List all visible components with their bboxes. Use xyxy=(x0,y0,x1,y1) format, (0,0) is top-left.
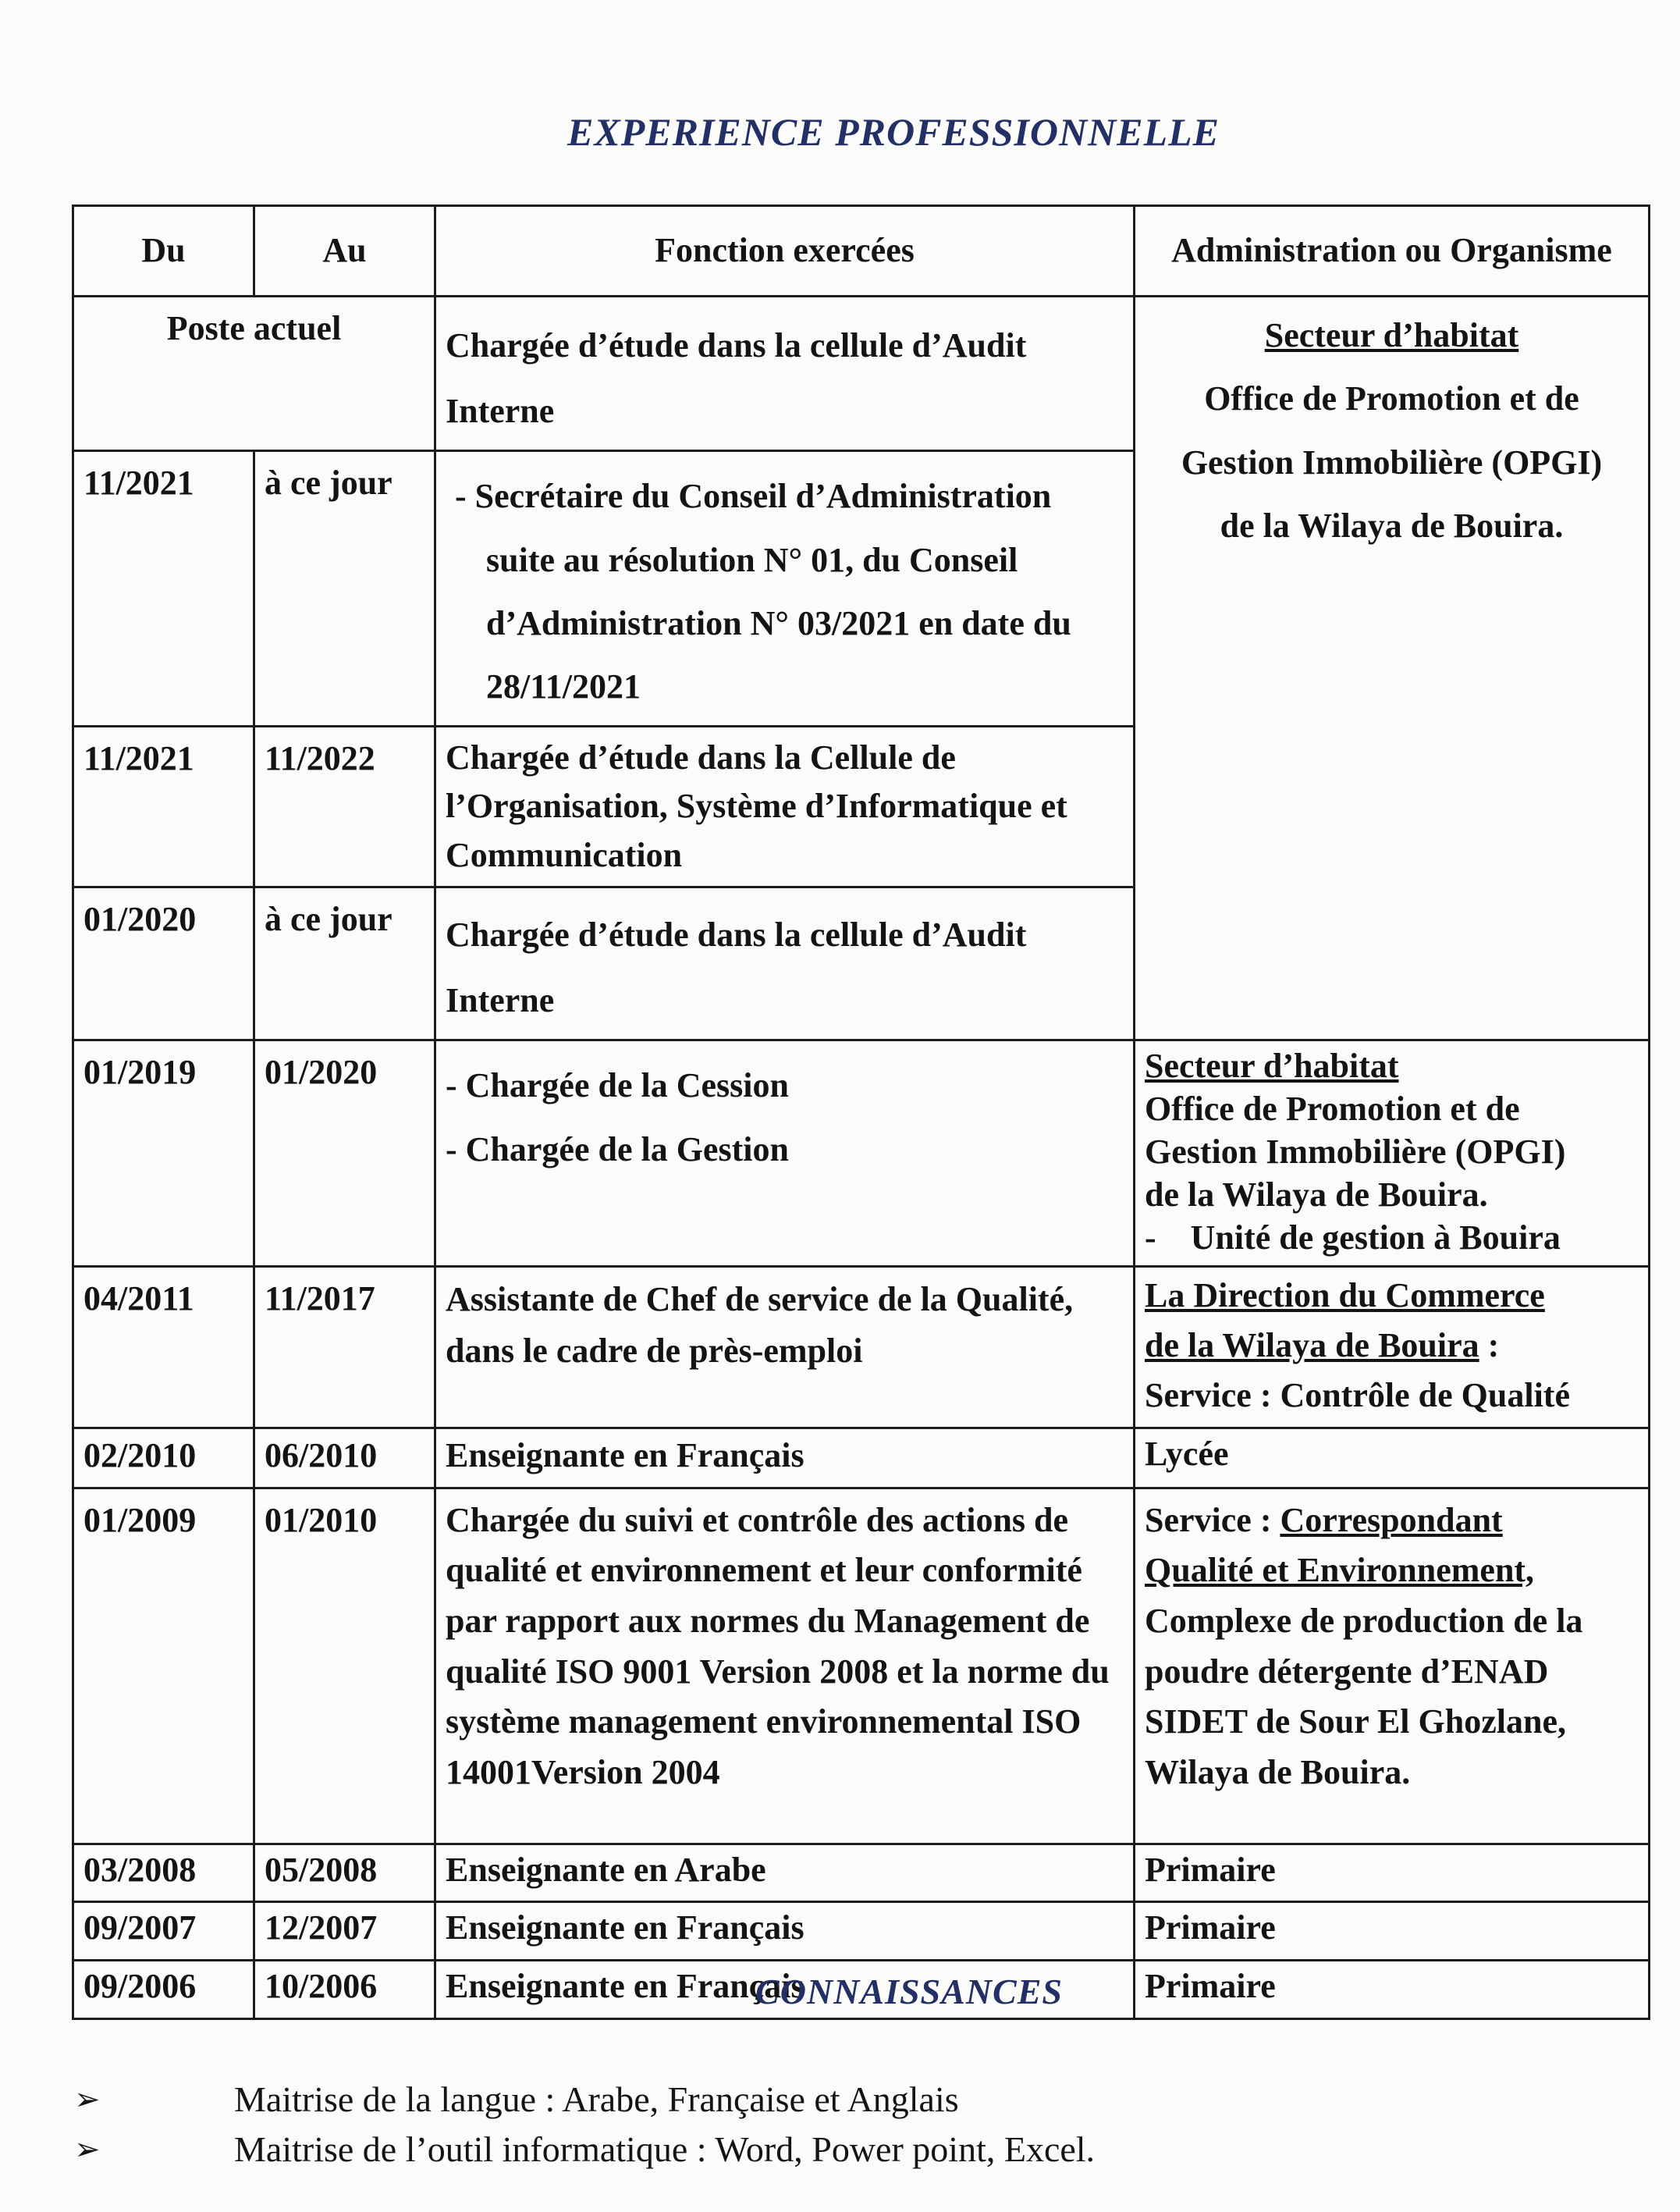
admin-opgi-cell xyxy=(1135,297,1650,1040)
row5-au: 11/2017 xyxy=(254,1267,435,1428)
header-du: Du xyxy=(73,206,254,297)
header-au: Au xyxy=(254,206,435,297)
row4-fonction-1: - Chargée de la Cession xyxy=(446,1066,789,1105)
row4-du: 01/2019 xyxy=(73,1040,254,1267)
row4-fonction-2: - Chargée de la Gestion xyxy=(446,1129,789,1168)
row4-admin-secteur: Secteur d’habitat xyxy=(1145,1047,1399,1086)
table-row-poste-actuel xyxy=(73,297,1650,451)
row5-admin-colon: : xyxy=(1479,1326,1500,1365)
admin-opgi-secteur: Secteur d’habitat xyxy=(1264,316,1519,354)
row6-fonction: Enseignante en Français xyxy=(435,1428,1135,1488)
knowledge-list xyxy=(74,2074,1095,2174)
row10-fonction: Enseignante en Français xyxy=(435,1961,1135,2019)
row8-admin: Primaire xyxy=(1135,1844,1650,1902)
row5-du: 04/2011 xyxy=(73,1267,254,1428)
arrow-bullet-icon: ➢ xyxy=(74,2081,101,2117)
row7-fonction: Chargée du suivi et contrôle des actions de qualité et environnement et leur conformité par rapport aux normes du Management de qualité ISO 9001 Version 2008 et la norme du système management environnemental ISO 14001Version 2004 xyxy=(435,1488,1135,1844)
row9-du: 09/2007 xyxy=(73,1902,254,1961)
row8-au: 05/2008 xyxy=(254,1844,435,1902)
table-row xyxy=(73,1488,1650,1844)
table-row xyxy=(73,1040,1650,1267)
poste-actuel-label: Poste actuel xyxy=(73,297,435,451)
row2-au: 11/2022 xyxy=(254,726,435,887)
row8-du: 03/2008 xyxy=(73,1844,254,1902)
row7-admin xyxy=(1135,1488,1650,1844)
experience-table xyxy=(72,204,1650,2020)
table-row xyxy=(73,1902,1650,1961)
row5-admin-direction-2: de la Wilaya de Bouira xyxy=(1145,1326,1479,1365)
row7-admin-service-name-1: Correspondant xyxy=(1280,1500,1503,1539)
arrow-bullet-icon: ➢ xyxy=(74,2131,101,2167)
admin-opgi-line3: de la Wilaya de Bouira. xyxy=(1220,507,1564,546)
row9-au: 12/2007 xyxy=(254,1902,435,1961)
row1-fonction xyxy=(435,451,1135,727)
row4-au: 01/2020 xyxy=(254,1040,435,1267)
row7-du: 01/2009 xyxy=(73,1488,254,1844)
row2-fonction: Chargée d’étude dans la Cellule de l’Organisation, Système d’Informatique et Communication xyxy=(435,726,1135,887)
row10-au: 10/2006 xyxy=(254,1961,435,2019)
row4-admin-line1: Office de Promotion et de xyxy=(1145,1090,1520,1129)
list-item xyxy=(74,2074,1095,2124)
row5-admin-direction-1: La Direction du Commerce xyxy=(1145,1276,1545,1315)
row3-du: 01/2020 xyxy=(73,887,254,1040)
list-item xyxy=(74,2124,1095,2174)
row1-fonction-text: - Secrétaire du Conseil d’Administration suite au résolution N° 01, du Conseil d’Administration N° 03/2021 en date du 28/11/2021 xyxy=(455,477,1071,706)
row5-fonction: Assistante de Chef de service de la Qualité, dans le cadre de près-emploi xyxy=(435,1267,1135,1428)
row7-au: 01/2010 xyxy=(254,1488,435,1844)
row6-admin: Lycée xyxy=(1135,1428,1650,1488)
table-header-row xyxy=(73,206,1650,297)
row3-fonction xyxy=(435,887,1135,1040)
row4-fonction xyxy=(435,1040,1135,1267)
header-admin: Administration ou Organisme xyxy=(1135,206,1650,297)
row9-admin: Primaire xyxy=(1135,1902,1650,1961)
row2-du: 11/2021 xyxy=(73,726,254,887)
row7-admin-rest: Complexe de production de la poudre détergente d’ENAD SIDET de Sour El Ghozlane, Wilaya de Bouira. xyxy=(1145,1601,1583,1791)
row5-admin xyxy=(1135,1267,1650,1428)
row4-admin xyxy=(1135,1040,1650,1267)
header-fonction: Fonction exercées xyxy=(435,206,1135,297)
row5-admin-service: Service : Contrôle de Qualité xyxy=(1145,1375,1570,1414)
row3-au: à ce jour xyxy=(254,887,435,1040)
row10-admin: Primaire xyxy=(1135,1961,1650,2019)
admin-opgi-line2: Gestion Immobilière (OPGI) xyxy=(1181,443,1603,482)
poste-actuel-fonction-text: Chargée d’étude dans la cellule d’Audit Interne xyxy=(446,326,1027,430)
row4-admin-line3: de la Wilaya de Bouira. xyxy=(1145,1175,1488,1214)
admin-opgi-line1: Office de Promotion et de xyxy=(1204,379,1579,418)
knowledge-title: CONNAISSANCES xyxy=(755,1972,1063,2011)
row7-admin-service-label: Service : xyxy=(1145,1500,1280,1539)
row1-du: 11/2021 xyxy=(73,451,254,727)
row1-au: à ce jour xyxy=(254,451,435,727)
row7-admin-service-name-2: Qualité et Environnement, xyxy=(1145,1551,1535,1590)
row8-fonction: Enseignante en Arabe xyxy=(435,1844,1135,1902)
row4-admin-line2: Gestion Immobilière (OPGI) xyxy=(1145,1133,1566,1172)
table-row xyxy=(73,1844,1650,1902)
row3-fonction-text: Chargée d’étude dans la cellule d’Audit Interne xyxy=(446,916,1027,1019)
table-row xyxy=(73,1267,1650,1428)
table-row xyxy=(73,1428,1650,1488)
section-title: EXPERIENCE PROFESSIONNELLE xyxy=(567,110,1220,154)
row6-au: 06/2010 xyxy=(254,1428,435,1488)
poste-actuel-fonction xyxy=(435,297,1135,451)
row9-fonction: Enseignante en Français xyxy=(435,1902,1135,1961)
row6-du: 02/2010 xyxy=(73,1428,254,1488)
knowledge-item-language: Maitrise de la langue : Arabe, Française et Anglais xyxy=(234,2079,959,2119)
row10-du: 09/2006 xyxy=(73,1961,254,2019)
knowledge-item-software: Maitrise de l’outil informatique : Word, Power point, Excel. xyxy=(234,2128,1096,2169)
row4-admin-line4: - Unité de gestion à Bouira xyxy=(1145,1218,1561,1257)
